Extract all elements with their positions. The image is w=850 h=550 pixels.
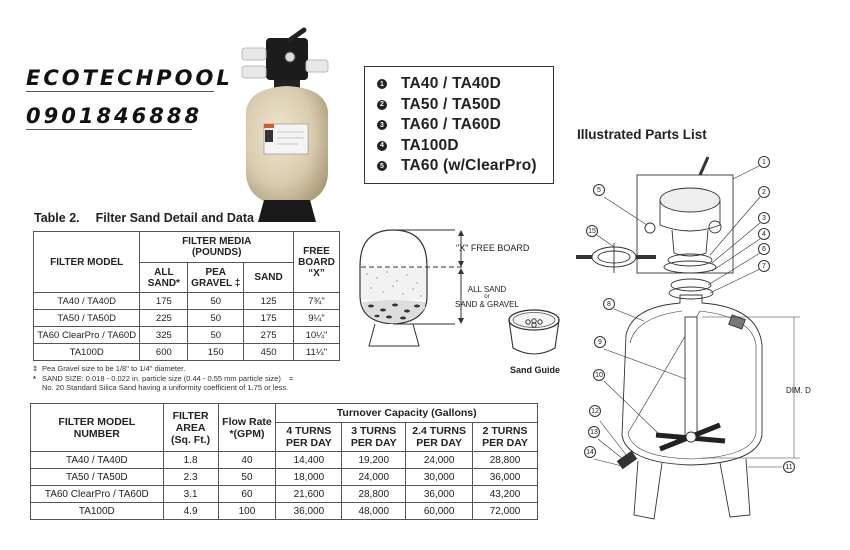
number-badge: 4	[377, 141, 387, 151]
header-line: PER DAY	[286, 437, 332, 449]
legend-label: TA60 / TA60D	[401, 116, 502, 134]
cell-2-4-turns: 30,000	[406, 469, 473, 486]
cell-all-sand: 325	[140, 327, 188, 344]
footnote-text: No. 20 Standard Silica Sand having a uniformity coefficient of 1.75 or less.	[42, 383, 289, 392]
header-pea-gravel: PEA GRAVEL ‡	[188, 263, 244, 293]
cell-free-board: 10¼"	[294, 327, 340, 344]
cell-2-turns: 43,200	[473, 486, 538, 503]
header-2-turns	[473, 423, 538, 452]
cell-area: 4.9	[163, 503, 218, 520]
table-row	[34, 327, 340, 344]
callout-11: 11	[783, 461, 795, 473]
sand-filter-photo	[228, 24, 348, 224]
number-badge: 5	[377, 161, 387, 171]
footnote-mark: *	[33, 373, 36, 383]
header-line: (POUNDS)	[191, 247, 242, 258]
legend-item	[377, 74, 553, 95]
callout-1: 1	[758, 156, 770, 168]
cell-all-sand: 225	[140, 310, 188, 327]
header-line: Flow Rate	[222, 415, 272, 428]
table-row	[34, 293, 340, 310]
cell-3-turns: 48,000	[342, 503, 406, 520]
cell-free-board: 9¼"	[294, 310, 340, 327]
table-row	[31, 452, 538, 469]
cell-3-turns: 24,000	[342, 469, 406, 486]
cell-4-turns: 18,000	[276, 469, 342, 486]
label-line: or	[484, 294, 490, 300]
cell-flow: 40	[218, 452, 276, 469]
cell-sand: 175	[244, 310, 294, 327]
callout-10: 10	[593, 369, 605, 381]
header-line: 4 TURNS	[286, 425, 332, 437]
table-row	[31, 469, 538, 486]
cell-pea-gravel: 150	[188, 344, 244, 361]
header-line: 3 TURNS	[351, 425, 397, 437]
cell-model: TA100D	[31, 503, 164, 520]
cell-2-turns: 28,800	[473, 452, 538, 469]
number-badge: 3	[377, 120, 387, 130]
table-row	[31, 486, 538, 503]
footnote	[33, 364, 294, 374]
callout-8: 8	[603, 298, 615, 310]
cell-2-turns: 36,000	[473, 469, 538, 486]
cell-model: TA60 ClearPro / TA60D	[31, 486, 164, 503]
brand-phone: 0901846888	[26, 104, 203, 128]
header-line: PER DAY	[482, 437, 528, 449]
table-number: Table 2.	[34, 211, 80, 225]
cell-2-4-turns: 60,000	[406, 503, 473, 520]
legend-item	[377, 115, 553, 136]
legend-item	[377, 156, 553, 177]
header-line: (Sq. Ft.)	[171, 433, 211, 446]
sand-guide-label: Sand Guide	[510, 365, 561, 375]
cell-free-board: 11¼"	[294, 344, 340, 361]
cell-flow: 60	[218, 486, 276, 503]
cell-model: TA40 / TA40D	[34, 293, 140, 310]
label-line: ALL SAND	[467, 285, 507, 294]
callout-12: 12	[589, 405, 601, 417]
label-line: SAND & GRAVEL	[455, 300, 519, 309]
number-badge: 1	[377, 79, 387, 89]
cell-flow: 100	[218, 503, 276, 520]
dim-d-label: DIM. D	[786, 386, 811, 395]
cell-model: TA40 / TA40D	[31, 452, 164, 469]
legend-item	[377, 136, 553, 157]
header-filter-area	[163, 404, 218, 452]
brand-name: ECOTECHPOOL	[26, 66, 233, 90]
cell-3-turns: 19,200	[342, 452, 406, 469]
cell-model: TA100D	[34, 344, 140, 361]
cell-flow: 50	[218, 469, 276, 486]
cell-area: 2.3	[163, 469, 218, 486]
cell-sand: 275	[244, 327, 294, 344]
table-row	[31, 503, 538, 520]
header-3-turns	[342, 423, 406, 452]
header-line: FREE	[303, 245, 330, 257]
table-row	[34, 344, 340, 361]
header-all-sand: ALL SAND*	[140, 263, 188, 293]
header-filter-model: FILTER MODEL	[34, 232, 140, 293]
cell-2-4-turns: 24,000	[406, 452, 473, 469]
footnote-mark: ‡	[33, 364, 38, 373]
callout-5: 5	[593, 184, 605, 196]
legend-label: TA100D	[401, 136, 459, 154]
media-label	[455, 285, 519, 309]
cell-sand: 450	[244, 344, 294, 361]
callout-14: 14	[584, 446, 596, 458]
cell-sand: 125	[244, 293, 294, 310]
turnover-capacity-table	[30, 403, 538, 520]
header-4-turns	[276, 423, 342, 452]
header-line: PER DAY	[350, 437, 397, 449]
cell-4-turns: 36,000	[276, 503, 342, 520]
callout-13: 13	[588, 426, 600, 438]
header-free-board	[294, 232, 340, 293]
cell-free-board: 7¾"	[294, 293, 340, 310]
callout-6: 6	[758, 243, 770, 255]
cell-model: TA60 ClearPro / TA60D	[34, 327, 140, 344]
parts-exploded-diagram	[570, 145, 840, 530]
header-turnover-capacity: Turnover Capacity (Gallons)	[276, 404, 538, 423]
number-badge: 2	[377, 100, 387, 110]
header-line: FILTER	[172, 409, 209, 422]
model-legend	[364, 66, 554, 184]
cell-2-turns: 72,000	[473, 503, 538, 520]
table-title-text: Filter Sand Detail and Data	[95, 211, 254, 225]
header-line: BOARD	[298, 256, 335, 268]
cell-all-sand: 175	[140, 293, 188, 310]
header-line: 2.4 TURNS	[412, 425, 466, 437]
footnote	[33, 383, 294, 393]
cell-2-4-turns: 36,000	[406, 486, 473, 503]
callout-15: 15	[586, 225, 598, 237]
header-line: AREA	[175, 421, 206, 434]
filter-sand-table	[33, 231, 340, 361]
footnote-text: Pea Gravel size to be 1/8" to 1/4" diameter.	[42, 364, 186, 373]
legend-item	[377, 95, 553, 116]
legend-label: TA60 (w/ClearPro)	[401, 157, 537, 175]
cell-4-turns: 21,600	[276, 486, 342, 503]
callout-3: 3	[758, 212, 770, 224]
header-line: 2 TURNS	[482, 425, 528, 437]
header-sand: SAND	[244, 263, 294, 293]
callout-2: 2	[758, 186, 770, 198]
legend-label: TA40 / TA40D	[401, 75, 502, 93]
footnote	[33, 374, 294, 384]
cell-model: TA50 / TA50D	[34, 310, 140, 327]
cell-area: 3.1	[163, 486, 218, 503]
header-line: *(GPM)	[229, 427, 265, 440]
cell-model: TA50 / TA50D	[31, 469, 164, 486]
table-footnotes	[33, 364, 294, 393]
parts-list-title: Illustrated Parts List	[577, 127, 707, 142]
header-filter-media	[140, 232, 294, 263]
sand-table-title	[34, 211, 254, 225]
header-flow-rate	[218, 404, 276, 452]
header-line: NUMBER	[73, 427, 120, 440]
callout-4: 4	[758, 228, 770, 240]
cell-area: 1.8	[163, 452, 218, 469]
table-row	[34, 310, 340, 327]
header-2-4-turns	[406, 423, 473, 452]
header-line: FILTER MODEL	[58, 415, 136, 428]
cell-pea-gravel: 50	[188, 310, 244, 327]
footnote-text: SAND SIZE: 0.018 - 0.022 in. particle size (0.44 - 0.55 mm particle size) =	[42, 373, 294, 383]
header-line: PER DAY	[416, 437, 462, 449]
cell-3-turns: 28,800	[342, 486, 406, 503]
footnote-mark	[33, 383, 42, 393]
legend-label: TA50 / TA50D	[401, 95, 502, 113]
header-model-number	[31, 404, 164, 452]
header-line: FILTER MEDIA	[182, 236, 252, 247]
header-line: “X”	[308, 267, 325, 279]
cell-pea-gravel: 50	[188, 293, 244, 310]
cell-4-turns: 14,400	[276, 452, 342, 469]
free-board-label: "X" FREE BOARD	[456, 243, 530, 253]
callout-9: 9	[594, 336, 606, 348]
cell-all-sand: 600	[140, 344, 188, 361]
cell-pea-gravel: 50	[188, 327, 244, 344]
callout-7: 7	[758, 260, 770, 272]
sand-guide-illustration	[504, 308, 564, 364]
